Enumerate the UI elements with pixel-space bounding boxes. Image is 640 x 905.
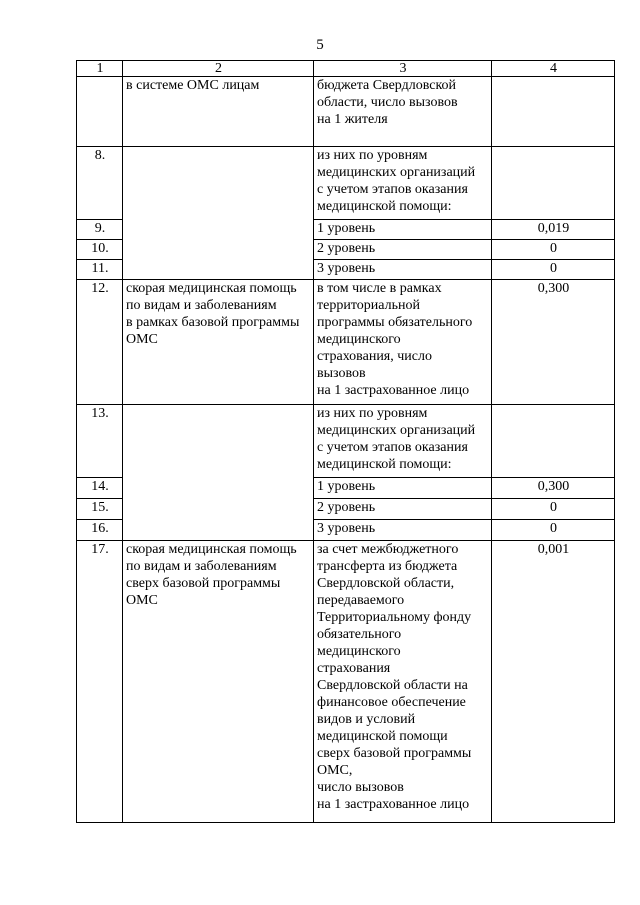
column-header: 3 [314, 61, 492, 77]
cell-line: медицинской помощи [317, 729, 448, 744]
cell-line: скорая медицинская помощь [126, 281, 297, 296]
cell-line: медицинского [317, 332, 401, 347]
cell-line: медицинской помощи: [317, 199, 452, 214]
cell-line: страхования, число [317, 349, 432, 364]
table-row [77, 77, 615, 147]
cell-line: из них по уровням [317, 148, 428, 163]
row-number: 11. [77, 260, 123, 280]
row-indicator [314, 541, 492, 823]
row-indicator: 2 уровень [314, 499, 492, 520]
cell-line: число вызовов [317, 780, 404, 795]
page-number: 5 [316, 37, 324, 53]
cell-line: области, число вызовов [317, 95, 458, 110]
indicators-table [76, 60, 615, 823]
cell-line: передаваемого [317, 593, 405, 608]
row-indicator: 3 уровень [314, 260, 492, 280]
cell-line: в системе ОМС лицам [126, 78, 260, 93]
row-value: 0 [492, 499, 615, 520]
cell-line: Территориальному фонду [317, 610, 472, 625]
cell-line: на 1 застрахованное лицо [317, 797, 470, 812]
cell-line: ОМС, [317, 763, 353, 778]
cell-line: трансферта из бюджета [317, 559, 458, 574]
row-number [77, 77, 123, 147]
table-row [77, 147, 615, 220]
row-number: 15. [77, 499, 123, 520]
cell-line: страхования [317, 661, 391, 676]
row-number: 12. [77, 280, 123, 405]
cell-line: территориальной [317, 298, 420, 313]
cell-line: медицинских организаций [317, 423, 476, 438]
table-row [77, 541, 615, 823]
cell-line: медицинских организаций [317, 165, 476, 180]
row-category [123, 280, 314, 405]
table-header-row [77, 61, 615, 77]
row-category [123, 405, 314, 541]
row-value: 0,300 [492, 280, 615, 405]
row-value: 0 [492, 520, 615, 541]
row-number: 10. [77, 240, 123, 260]
cell-line: ОМС [126, 593, 158, 608]
row-indicator [314, 147, 492, 220]
row-indicator: 1 уровень [314, 220, 492, 240]
cell-line: медицинской помощи: [317, 457, 452, 472]
row-value [492, 147, 615, 220]
cell-line: с учетом этапов оказания [317, 182, 468, 197]
column-header: 2 [123, 61, 314, 77]
row-value: 0,019 [492, 220, 615, 240]
cell-line: в том числе в рамках [317, 281, 442, 296]
row-category [123, 541, 314, 823]
row-value [492, 77, 615, 147]
cell-line: медицинского [317, 644, 401, 659]
cell-line: на 1 застрахованное лицо [317, 383, 470, 398]
cell-line: за счет межбюджетного [317, 542, 459, 557]
cell-line: Свердловской области на [317, 678, 468, 693]
row-indicator: 2 уровень [314, 240, 492, 260]
row-category [123, 77, 314, 147]
cell-line: скорая медицинская помощь [126, 542, 297, 557]
cell-line: Свердловской области, [317, 576, 455, 591]
row-number: 17. [77, 541, 123, 823]
row-value: 0,300 [492, 478, 615, 499]
cell-line: видов и условий [317, 712, 416, 727]
column-header: 4 [492, 61, 615, 77]
row-indicator [314, 405, 492, 478]
column-header: 1 [77, 61, 123, 77]
cell-line: из них по уровням [317, 406, 428, 421]
cell-line: в рамках базовой программы [126, 315, 300, 330]
cell-line: обязательного [317, 627, 402, 642]
row-indicator [314, 280, 492, 405]
row-number: 16. [77, 520, 123, 541]
cell-line: программы обязательного [317, 315, 473, 330]
cell-line: сверх базовой программы [317, 746, 472, 761]
row-value [492, 405, 615, 478]
cell-line: сверх базовой программы [126, 576, 281, 591]
row-number: 8. [77, 147, 123, 220]
table-row [77, 405, 615, 478]
row-number: 13. [77, 405, 123, 478]
cell-line: по видам и заболеваниям [126, 298, 277, 313]
table-row [77, 280, 615, 405]
row-number: 14. [77, 478, 123, 499]
cell-line: на 1 жителя [317, 112, 388, 127]
row-value: 0 [492, 260, 615, 280]
row-indicator: 1 уровень [314, 478, 492, 499]
row-indicator: 3 уровень [314, 520, 492, 541]
cell-line: ОМС [126, 332, 158, 347]
cell-line: финансовое обеспечение [317, 695, 466, 710]
row-value: 0,001 [492, 541, 615, 823]
row-value: 0 [492, 240, 615, 260]
cell-line: с учетом этапов оказания [317, 440, 468, 455]
row-number: 9. [77, 220, 123, 240]
cell-line: бюджета Свердловской [317, 78, 457, 93]
cell-line: по видам и заболеваниям [126, 559, 277, 574]
row-category [123, 147, 314, 280]
row-indicator [314, 77, 492, 147]
cell-line: вызовов [317, 366, 366, 381]
